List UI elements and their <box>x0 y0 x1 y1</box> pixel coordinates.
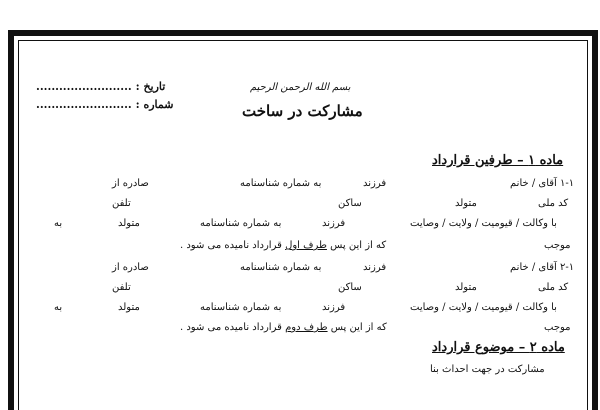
p2-l2-c: ساکن <box>338 282 362 293</box>
p1-l3-a: با وکالت / قیومیت / ولایت / وصایت <box>410 218 557 229</box>
p1-l2-b: متولد <box>455 198 477 209</box>
basmala: بسم الله الرحمن الرحيم <box>250 82 351 93</box>
p1-l4-d: قرارداد نامیده می شود . <box>180 240 282 251</box>
p2-l1-a: ۲-۱ آقای / خانم <box>510 262 575 273</box>
p2-l1-d: صادره از <box>112 262 149 273</box>
section-2-line-1: مشارکت در جهت احداث بنا <box>430 364 545 375</box>
document-title: مشارکت در ساخت <box>242 102 363 120</box>
p1-l4-b: که از این پس <box>330 240 387 251</box>
p2-l2-d: تلفن <box>112 282 131 293</box>
p1-l3-c: به شماره شناسنامه <box>200 218 282 229</box>
date-field: تاریخ : ......................... <box>36 80 166 93</box>
p1-l3-d: متولد <box>118 218 140 229</box>
p2-l4-d: قرارداد نامیده می شود . <box>180 322 282 333</box>
p1-l3-b: فرزند <box>322 218 346 229</box>
p2-l4-c: طرف دوم <box>285 322 328 333</box>
p1-l1-a: ۱-۱ آقای / خانم <box>510 178 575 189</box>
p2-l2-b: متولد <box>455 282 477 293</box>
p1-l2-c: ساکن <box>338 198 362 209</box>
p1-l1-d: صادره از <box>112 178 149 189</box>
p2-l4-b: که از این پس <box>330 322 387 333</box>
p2-l3-e: به <box>54 302 63 313</box>
p1-l2-a: کد ملی <box>538 198 569 209</box>
p2-l2-a: کد ملی <box>538 282 569 293</box>
p2-l3-d: متولد <box>118 302 140 313</box>
p2-l4-line <box>180 322 387 333</box>
p1-l2-d: تلفن <box>112 198 131 209</box>
p1-l4-a: موجب <box>544 240 571 251</box>
p1-l4-c: طرف اول <box>285 240 327 251</box>
p1-l3-e: به <box>54 218 63 229</box>
p2-l4-a: موجب <box>544 322 571 333</box>
p1-l4-line <box>180 240 386 251</box>
p2-l1-b: فرزند <box>363 262 387 273</box>
p1-l1-b: فرزند <box>363 178 387 189</box>
p1-l1-c: به شماره شناسنامه <box>240 178 322 189</box>
p2-l3-c: به شماره شناسنامه <box>200 302 282 313</box>
section-2-heading: ماده ۲ – موضوع قرارداد <box>432 340 565 355</box>
p2-l1-c: به شماره شناسنامه <box>240 262 322 273</box>
p2-l3-a: با وکالت / قیومیت / ولایت / وصایت <box>410 302 557 313</box>
number-field: شماره : ......................... <box>36 98 174 111</box>
section-1-heading: ماده ۱ – طرفین قرارداد <box>432 153 564 168</box>
p2-l3-b: فرزند <box>322 302 346 313</box>
